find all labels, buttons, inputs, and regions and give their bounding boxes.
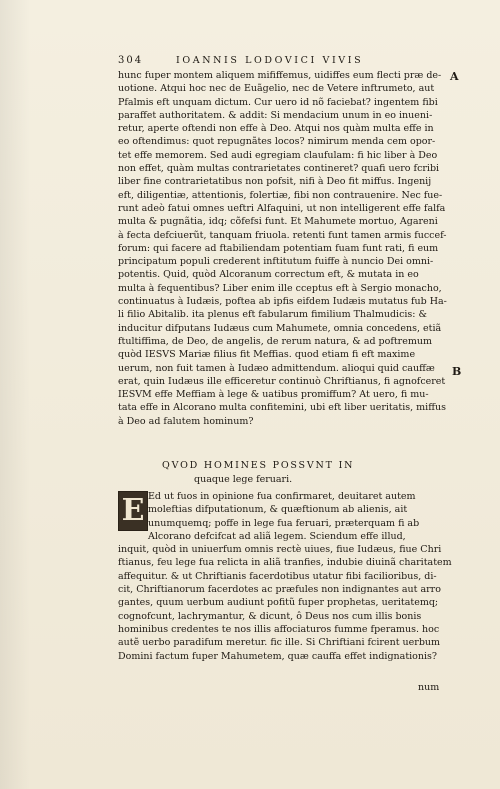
margin-letter-b: B xyxy=(452,365,462,378)
text-line: Pfalmis eft unquam dictum. Cur uero id nõ faciebat? ingentem fibi xyxy=(118,96,438,108)
text-line: Alcorano defcifcat ad aliã legem. Sciendum effe illud, xyxy=(148,530,406,542)
text-line: forum: qui facere ad ftabiliendam potentiam fuam funt rati, fi eum xyxy=(118,242,439,254)
text-line: Ed ut fuos in opinione fua confirmaret, deuitaret autem xyxy=(148,491,416,502)
text-line: cognofcunt, lachrymantur, & dicunt, ô Deus nos cum illis bonis xyxy=(118,610,422,622)
paragraph-2 xyxy=(118,490,458,663)
text-line: uerum, non fuit tamen à Iudæo admittendum. alioqui quid cauffæ xyxy=(118,362,435,374)
page-header xyxy=(118,55,458,69)
running-head: IOANNIS LODOVICI VIVIS xyxy=(176,55,364,66)
text-line: runt adeò fatui omnes ueftri Alfaquini, ut non intelligerent effe falfa xyxy=(118,202,446,214)
section-heading xyxy=(162,459,462,486)
text-line: hominibus credentes te nos illis affociaturos fumme fperamus. hoc xyxy=(118,623,440,635)
section-heading-line-1: QVOD HOMINES POSSVNT IN xyxy=(162,460,355,471)
text-line: hunc fuper montem aliquem mififfemus, uidiffes eum flecti præ de- xyxy=(118,70,442,81)
catchword: num xyxy=(418,682,440,693)
text-line: retur, aperte oftendi non effe à Deo. Atqui nos quàm multa effe in xyxy=(118,123,434,135)
section-heading-line-2: quaque lege feruari. xyxy=(194,474,293,485)
text-line: ftianus, feu lege fua relicta in aliã tranfies, indubie diuinã charitatem xyxy=(118,557,452,569)
text-line: potentis. Quid, quòd Alcoranum correctum eft, & mutata in eo xyxy=(118,269,419,281)
text-line: multa & pugnãtia, idq; cõfefsi funt. Et Mahumete mortuo, Agareni xyxy=(118,216,438,228)
text-line: eft, diligentiæ, attentionis, folertiæ, fibi non contrauenire. Nec fue- xyxy=(118,189,443,201)
margin-letter-a: A xyxy=(450,70,459,83)
text-line: erat, quin Iudæus ille efficeretur continuò Chriftianus, fi agnofceret xyxy=(118,375,446,387)
text-line: à fecta defciuerũt, tanquam friuola. retenti funt tamen armis fuccef- xyxy=(118,229,447,241)
text-line: moleftias difputationum, & quæftionum ab alienis, ait xyxy=(148,504,408,516)
text-line: tata effe in Alcorano multa confitemini, ubi eft liber ueritatis, miffus xyxy=(118,402,446,414)
text-line: à Deo ad falutem hominum? xyxy=(118,415,254,427)
text-line: non effet, quàm multas contrarietates contineret? quafi uero fcribi xyxy=(118,163,440,175)
text-line: uotione. Atqui hoc nec de Euãgelio, nec de Vetere inftrumeto, aut xyxy=(118,83,435,95)
text-line: unumquemq; poffe in lege fua feruari, præterquam fi ab xyxy=(148,517,420,529)
text-line: gantes, quum uerbum audiunt pofitũ fuper prophetas, ueritatemq; xyxy=(118,597,439,609)
text-line: inducitur difputans Iudæus cum Mahumete, omnia concedens, etiã xyxy=(118,322,442,334)
text-line: continuatus à Iudæis, poftea ab ipfis eifdem Iudæis mutatus fub Ha- xyxy=(118,296,447,308)
text-line: liber fine contrarietatibus non pofsit, nifi à Deo fit miffus. Ingenij xyxy=(118,176,432,188)
gutter-shadow xyxy=(0,0,30,789)
text-line: Domini factum fuper Mahumetem, quæ cauffa effet indignationis? xyxy=(118,650,438,662)
text-line: cit, Chriftianorum facerdotes ac præfules non indignantes aut arro xyxy=(118,584,441,596)
text-line: IESVM effe Meffiam à lege & uatibus promiffum? At uero, fi mu- xyxy=(118,389,429,401)
paragraph-1 xyxy=(118,69,456,428)
text-line: ftultiffima, de Deo, de angelis, de rerum natura, & ad poftremum xyxy=(118,335,432,347)
text-line: paraffet authoritatem. & addit: Si mendacium unum in eo inueni- xyxy=(118,109,433,121)
page-number: 304 xyxy=(118,55,144,66)
text-line: principatum populi crederent inftitutum fuiffe à nuncio Dei omni- xyxy=(118,256,434,268)
text-line: inquit, quòd in uniuerfum omnis rectè uiues, fiue Iudæus, fiue Chri xyxy=(118,544,442,556)
text-line: autẽ uerbo paradifum meretur. fic ille. Si Chriftiani fcirent uerbum xyxy=(118,637,441,649)
text-line: multa à fequentibus? Liber enim ille cceptus eft à Sergio monacho, xyxy=(118,282,442,294)
initial-letter: E xyxy=(121,493,145,528)
text-line: affequitur. & ut Chriftianis facerdotibus utatur fibi facilioribus, di- xyxy=(118,570,437,582)
text-line: quòd IESVS Mariæ filius fit Meffias. quod etiam fi eft maxime xyxy=(118,349,416,361)
text-line: li filio Abitalib. ita plenus eft fabularum fimilium Thalmudicis: & xyxy=(118,309,427,321)
text-line: eo oftendimus: quot repugnãtes locos? nimirum menda cem opor- xyxy=(118,136,436,148)
text-line: tet effe memorem. Sed audi egregiam claufulam: fi hic liber à Deo xyxy=(118,149,438,161)
